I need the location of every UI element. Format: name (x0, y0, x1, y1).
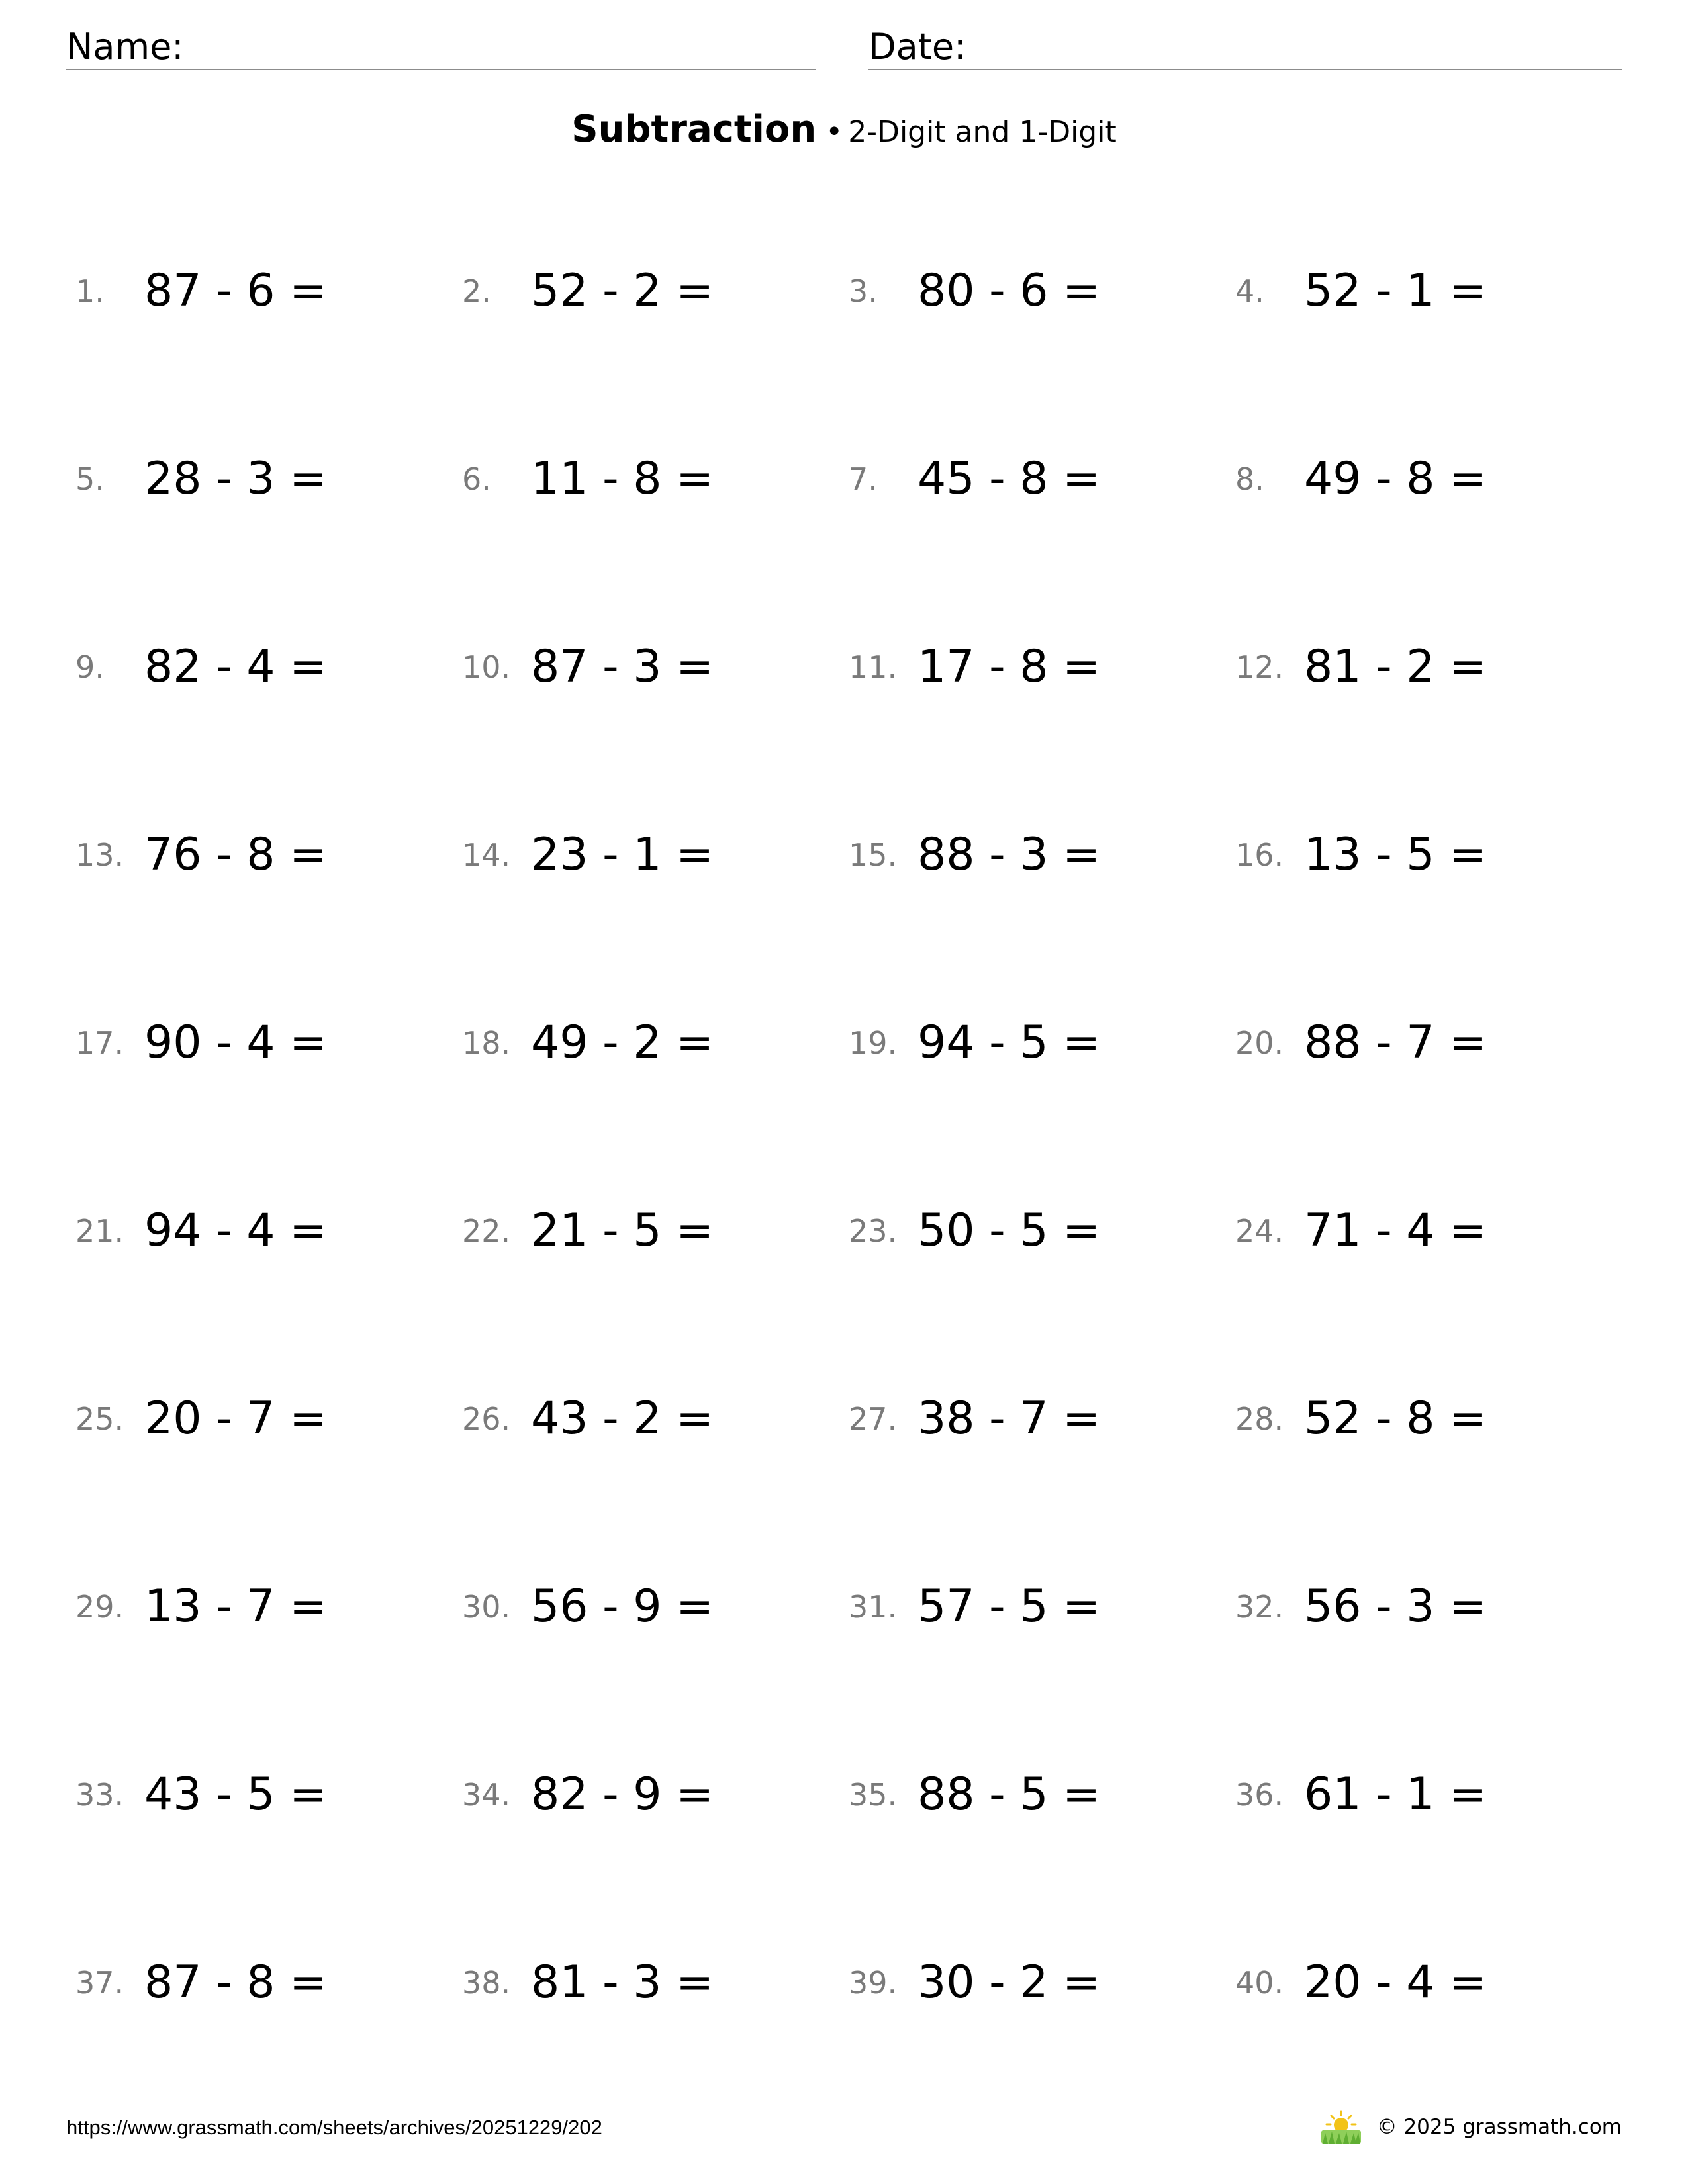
problem-number: 14. (462, 837, 511, 873)
title-subtitle: 2-Digit and 1-Digit (848, 115, 1117, 149)
problem-expression: 20 - 7 = (144, 1392, 328, 1445)
copyright-text: © 2025 grassmath.com (1376, 2115, 1622, 2139)
problem-number: 5. (75, 461, 105, 497)
problem-expression: 49 - 8 = (1304, 453, 1487, 505)
problem-number: 6. (462, 461, 491, 497)
worksheet-title (0, 103, 1688, 159)
problem-expression: 11 - 8 = (531, 453, 714, 505)
problem-number: 31. (849, 1589, 898, 1625)
problem-expression: 23 - 1 = (531, 829, 714, 881)
problem-expression: 87 - 8 = (144, 1956, 328, 2009)
problem-expression: 90 - 4 = (144, 1017, 328, 1069)
problem-number: 10. (462, 649, 511, 685)
problem-expression: 88 - 5 = (917, 1768, 1101, 1821)
problem-expression: 87 - 6 = (144, 265, 328, 317)
problem-expression: 56 - 9 = (531, 1580, 714, 1633)
problem-expression: 13 - 5 = (1304, 829, 1487, 881)
problem-expression: 13 - 7 = (144, 1580, 328, 1633)
problem-number: 29. (75, 1589, 124, 1625)
problem-number: 11. (849, 649, 898, 685)
name-field[interactable] (66, 25, 816, 70)
problem-number: 26. (462, 1401, 511, 1437)
problem-expression: 45 - 8 = (917, 453, 1101, 505)
problem-number: 35. (849, 1777, 898, 1813)
problem-expression: 52 - 8 = (1304, 1392, 1487, 1445)
problem-number: 20. (1235, 1025, 1284, 1061)
problem-expression: 94 - 4 = (144, 1205, 328, 1257)
footer-branding (1319, 2107, 1622, 2147)
problem-number: 17. (75, 1025, 124, 1061)
problem-expression: 38 - 7 = (917, 1392, 1101, 1445)
problem-number: 4. (1235, 273, 1264, 309)
name-label: Name: (66, 26, 184, 68)
problem-number: 22. (462, 1213, 511, 1249)
problem-expression: 50 - 5 = (917, 1205, 1101, 1257)
problem-expression: 52 - 2 = (531, 265, 714, 317)
problem-number: 16. (1235, 837, 1284, 873)
problem-expression: 52 - 1 = (1304, 265, 1487, 317)
problem-expression: 20 - 4 = (1304, 1956, 1487, 2009)
date-field[interactable] (868, 25, 1622, 70)
problem-number: 37. (75, 1965, 124, 2001)
problem-number: 34. (462, 1777, 511, 1813)
problem-expression: 43 - 2 = (531, 1392, 714, 1445)
problem-expression: 88 - 3 = (917, 829, 1101, 881)
problem-expression: 82 - 4 = (144, 641, 328, 693)
problem-expression: 49 - 2 = (531, 1017, 714, 1069)
problem-expression: 43 - 5 = (144, 1768, 328, 1821)
problem-expression: 71 - 4 = (1304, 1205, 1487, 1257)
problem-number: 8. (1235, 461, 1264, 497)
title-main: Subtraction (571, 108, 817, 151)
problem-expression: 88 - 7 = (1304, 1017, 1487, 1069)
date-label: Date: (868, 26, 966, 68)
problem-expression: 61 - 1 = (1304, 1768, 1487, 1821)
problem-number: 12. (1235, 649, 1284, 685)
problem-number: 25. (75, 1401, 124, 1437)
problem-number: 1. (75, 273, 105, 309)
grass-sun-logo-icon (1319, 2109, 1364, 2145)
title-separator: • (825, 115, 843, 149)
problem-expression: 57 - 5 = (917, 1580, 1101, 1633)
problem-number: 24. (1235, 1213, 1284, 1249)
problem-expression: 80 - 6 = (917, 265, 1101, 317)
problem-expression: 30 - 2 = (917, 1956, 1101, 2009)
problem-number: 2. (462, 273, 491, 309)
footer-url[interactable]: https://www.grassmath.com/sheets/archives/20251229/202 (66, 2116, 602, 2139)
problem-number: 36. (1235, 1777, 1284, 1813)
problem-number: 28. (1235, 1401, 1284, 1437)
problem-expression: 87 - 3 = (531, 641, 714, 693)
problem-number: 33. (75, 1777, 124, 1813)
problem-expression: 81 - 3 = (531, 1956, 714, 2009)
problem-number: 3. (849, 273, 878, 309)
problem-number: 39. (849, 1965, 898, 2001)
problem-expression: 17 - 8 = (917, 641, 1101, 693)
problem-expression: 76 - 8 = (144, 829, 328, 881)
problem-expression: 81 - 2 = (1304, 641, 1487, 693)
problem-expression: 28 - 3 = (144, 453, 328, 505)
problem-number: 23. (849, 1213, 898, 1249)
problem-number: 18. (462, 1025, 511, 1061)
problem-number: 7. (849, 461, 878, 497)
problem-number: 38. (462, 1965, 511, 2001)
problem-number: 13. (75, 837, 124, 873)
problem-expression: 56 - 3 = (1304, 1580, 1487, 1633)
problem-number: 32. (1235, 1589, 1284, 1625)
problem-expression: 94 - 5 = (917, 1017, 1101, 1069)
problem-number: 15. (849, 837, 898, 873)
problem-number: 27. (849, 1401, 898, 1437)
problem-expression: 21 - 5 = (531, 1205, 714, 1257)
problem-number: 30. (462, 1589, 511, 1625)
problem-expression: 82 - 9 = (531, 1768, 714, 1821)
problem-number: 9. (75, 649, 105, 685)
problem-number: 19. (849, 1025, 898, 1061)
problem-number: 21. (75, 1213, 124, 1249)
problem-number: 40. (1235, 1965, 1284, 2001)
